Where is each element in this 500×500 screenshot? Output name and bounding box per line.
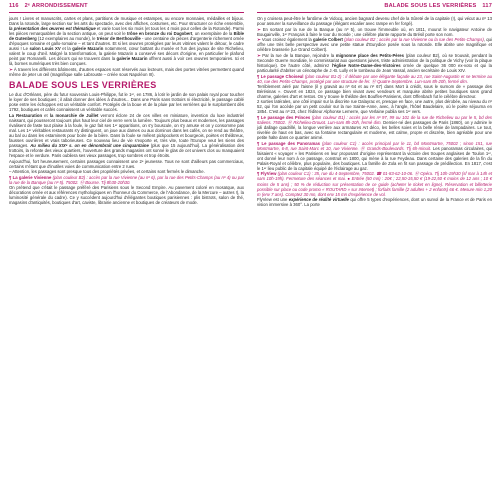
page-number: 117 bbox=[482, 3, 492, 9]
paragraph: 2 sorties latérales, une côté impair sur la discrète rue Dalayrac et, presque en face, une autre, plus dérobée, au niveau du nº 52, qui l'on accède par un petit couloir sur la rue Sainte-Anne, avec, à l'angle, l'hôtel Baudelaire, où le poète séjourna en 1854. C'est au nº 23, chez l'éditeur Alphonse Lemerre, que Verlaine publia ses 1ᵉʳ vers. bbox=[257, 99, 492, 115]
paragraph: ¶ Le passage des Panoramas (plan couleur C1) : accès principal par le 11, bd Montmartre, 75002 ; sinon 151, rue Montmartre, 6-8, rue Saint-Marc et 10, rue Vivienne. Ⓜ Grands-Boulevards. Tlj 6h-minuit. Les panoramas circulaires, qui faisaient « voyager » les Parisiens en leur proposant d'origine représentant la victoire des troupes anglaises de Toulon 1ᵉʳ, ont donné leur nom à ce passage, construit en 1800, qui mène à la rue Feydeau. Dans certaine des galeries de la fin du Palais-Royal et célèbre, plus populaire, des boutiques. La famille de Zola en fit son passage de prédilection. En 1817, c'est le 1ᵉʳ lieu public de la capitale équipé de l'éclairage au gaz. bbox=[257, 140, 492, 171]
arrow-icon: ➢ bbox=[257, 26, 263, 32]
pilcrow-marker-icon: ¶ bbox=[257, 140, 262, 146]
left-body bbox=[9, 16, 244, 205]
section-label: 2ᵉ ARRONDISSEMENT bbox=[24, 3, 88, 9]
paragraph: ¶ FlyView (plan couleur C1) : 35, rue du 4-Septembre, 75002. ☎ 01-83-62-10-06. Ⓜ Opéra. Tlj 10h-19h30 (sf mar à 14h et sam 10h-19h). Fermeture des séances et mai. ● Entrée (50 mn) : 20€ ; 22,50-15,50 € (19-22,50 € moins de 12 ans ; 10 € moins de 5 ans) ; 50 % de réduction sur présentation de ce guide (acheter le ticket en ligne). Réservation et billetterie possible sur place ou code promo « ROUTARD » sur Internet) ; forfaits famille (2 adultes + 2 enfants) 66 €. Mesure min 1,20 m (env 7 ans). Comptez 30 mn, dont env 15 mn d'expérience de vol. FlyView est une expérience de réalité virtuelle qui offre 5 types d'expériences, dont un survol de la France et de Paris en vision immersive à 360°. La porte bbox=[257, 171, 493, 207]
pilcrow-marker-icon: ¶ bbox=[257, 171, 261, 177]
place-title: La galerie Vivienne bbox=[12, 174, 52, 180]
paragraph: La Restauration et la monarchie de Juillet verront éclore 24 de ces villes en miniature, invention du luxe industriel naissant, qui pousseront toujours plus haut leur ciel de verre vers la lumière. Toujours plus beaux et modernes, les passages rivalisent de faste tout plaise à la foule, le gaz fait ses 1ᵉʳ apparitions, on s'y bouscule, on s'y amuse et on y consomme pas mal. Les 1ᵉʳ véritables restaurants s'y distinguent, on joue aux dames ou aux dominos dans les cafés, on se rend au théâtre, au bal ou dans les estaminets pour boire de la bière. Dans la foule se mêlent pickpockets et bourgeois, poètes et théâtreux, fausses ouvrières et vrais taborieuses. Ce nouveau lieu de vie s'exporte et, très vite, toute l'Europe veut les siens des passages. Au milieu du XIXᵉ s. on en dénombrait une cinquantaine (plus que 15 aujourd'hui). La généralisation des trottoirs, la refonte des vieux quartiers, l'ouverture des grands magasins ont sonné le glas de cet univers clos ou manquaient l'espace et le verdure. Paris oubliera ses vieux passages, trop sombres et trop étroits. bbox=[9, 112, 244, 159]
right-page-header bbox=[257, 0, 492, 13]
paragraph: Le duc d'Orléans, père du futur souverain Louis-Philippe, fut le 1ᵉʳ, en 1786, à lotir le jardin de son palais royal pour toucher le loyer de ses boutiques ; il allait donner des idées à d'autres... Dans une Paris sans trottoirs ni électricité, le passage cablé pose entre les échoppes est un véritable confort. Protégés de la boue et de la pluie par les verrières qui le surplombent dès 1792, boutiques et cafés connaissent un véritable succès. bbox=[9, 92, 244, 113]
paragraph: ➢ En sortant par la rue de la Banque (au nº 5), on trouve l'immeuble où, en 1811, mourut le navigateur Antoine de Bougainville, 1ᵉʳ Français à faire le tour du monde ; une célèbre plante rapporte du Brésil porte son nom. bbox=[257, 26, 492, 37]
paragraph: ➢ Vous croisez également la galerie Colbert (plan couleur B2 ; accès par la rue Vivienne ou la rue des Petits-Champs), qui offre une très belle perspective avec une petite statue d'Eurydice posée sous la rotonde. Elle abrite une magnifique et célèbre brasserie (Le Grand Colbert). bbox=[257, 37, 492, 53]
pilcrow-marker-icon: ¶ bbox=[257, 73, 261, 79]
place-title: Le passage des Panoramas bbox=[261, 140, 320, 146]
arrow-icon: ➢ bbox=[257, 37, 262, 43]
pilcrow-marker-icon: ¶ bbox=[9, 174, 13, 180]
place-title: Le passage Choiseul bbox=[260, 73, 304, 79]
place-title: FlyView bbox=[260, 171, 277, 177]
paragraph: ➢ À travers les différents bâtiments, d'autres espaces sont réservés aux lecteurs, mais des portes vitrées permettent quand même de jeter un œil (magnifique salle Labrouste – créée sous Napoléon III). bbox=[9, 66, 244, 78]
section-label: BALADE SOUS LES VERRIÈRES bbox=[384, 3, 477, 9]
paragraph: ¶ Le passage Choiseul (plan couleur B1-2) : il débute par une élégante façade au 23, rue Saint-Augustin et se termine au 40, rue des Petits-Champs, protégé par une structure de fer. Ⓜ Quatre-Septembre. Lun-sam 8h-20h, fermé dim. Terriblement aéré par l'aisne (il y gravait au nº 64 et au nº 67) dans Mort à crédit, sous le surnom de « passage des Bérésinas ». Ouvert en 1824, ce passage bien vivant avec vendeurs et marquise abrite petites boutiques sans grand charme, galeries d'art et restos. On y trouve le théâtre des Bouffes-Parisiens, dont Offenbach fut le célèbre directeur. bbox=[257, 73, 493, 99]
paragraph: ¶ Le passage des Princes (plan couleur B1) : accès par les nº 97, 99 ou 101 de la rue de Richelieu ou par le 5, bd des Italiens. 75002. Ⓜ Richelieu-Drouot. Lun-sam 8h-20h, fermé dim. Dernier-né des passages de Paris (1860), on y admire le joli dallage quadrillé, la longue verrière aux armatures Art déco, les belles soies et la belle rénie de lampadaires. Le tout, nivelée de haut en bas, avec sa fontaine rectangulaire et moderne, est calme, propre et discrète, bien agréable pour une petite halte dans ce quartier animé. bbox=[257, 114, 492, 141]
paragraph: Aujourd'hui, fort heureusement, certains passages connaissent une 2ᵉ jeunesse. Tous ne sont d'ailleurs pas commerciaux, certains n'étant que d'inutiles voies de communication entre 2 rues. bbox=[9, 158, 244, 169]
right-body bbox=[257, 16, 492, 207]
paragraph: ➢ Par la rue de la Banque, rejoindre la mignonne place des Petits-Pères (plan couleur B2), où se trouvait, pendant la Seconde Guerre mondiale, le commissariat aux questions juives, triste administration de la politique de Vichy (voir la plaque historique). De l'autre côté, admirez l'église Notre-Dame-des-Victoires ornée de quelque 36 000 ex-voto et qui la particularité d'abriter un cénotaphe de J.-B. Lully et le tombeau de Jean Vassal, ancien secrétaire de Louis XIV. bbox=[257, 52, 492, 73]
pilcrow-marker-icon: ¶ bbox=[257, 114, 261, 120]
arrow-icon: ➢ bbox=[257, 52, 263, 58]
paragraph: ¶ La galerie Vivienne (plan couleur B2) : accès par la rue Vivienne (au nº 6), par la rue des Petits-Champs (au nº 4) ou par la rue de la Banque (au nº 5). 75002. Ⓜ Bourse. Tlj 8h30-20h30. On prétend que c'était le passage préféré des Parisiens sous le Second Empire. Au pavement coloré en mosaïque, aux décorations ornée et aux références mythologiques en l'honneur du Commerce, de l'Abondance, de la Mercure – autres !), la luminosité générale du cadre). Ce y succèdent aujourd'hui d'élégantes boutiques parisiennes : plis bistrots, salon de thé, magasins d'antiquités, boutiques d'art, caviste, librairie ancienne et boutiques de créateurs de mode. bbox=[9, 174, 245, 206]
paragraph: – Attention, les passages sont presque tous des propriétés privées, et certains sont fermés le dimanche. bbox=[9, 169, 205, 175]
paragraph: jours ! Livres et manuscrits, cartes et plans, partitions de musique et estampes, ou encore monnaies, médailles et bijoux. Dans la rotonde, large section sur les arts du spectacle, avec des affiches, costumes, etc. Pour structurer ce riche ensemble, la présentation des œuvres est thématique et varie tous les six mois (et tous les 4 mois pour celles de la Rotonde). Parmi les pièces remarquables de la section antique, on peut voir le trône en bronze du roi Dagobert, un exemplaire de la Bible de Gutenberg (12 exemplaires au monde), le trésor de Berthouville - une centaine de pièces d'argenterie richement ornée d'époques romaine et gallo-romaine – et tant d'autres. Et si les œuvres protégées par leurs vitrines valent le détour, le cadre aussi ! Le salon Louis XV et la galerie Mazarin notamment, cœur battant du musée et l'un des joyaux de site Richelieu, valent le coup d'œil. Malgré la transformation, la galerie Mazarin a conservé ses décors d'origine, en particulier le plafond peint par Romanelli. Les décors qui se trouvent dans la galerie Mazarin offrent aussi à voir ces œuvres temporaires. Ici et là, bornes numériques très bien conçues. bbox=[9, 16, 245, 67]
paragraph: On y croisera peut-être le fantôme de Vidocq, ancien bagnard devenu chef de la Sûreté de la capitale (!), qui vécut au nº 13 pour assurer la surveillance du passage (élégant escalier avec rampe en fer forgé). bbox=[257, 16, 492, 27]
left-page-header bbox=[9, 0, 244, 13]
section-title: BALADE SOUS LES VERRIÈRES bbox=[9, 80, 157, 91]
right-page bbox=[250, 0, 500, 500]
page-number: 116 bbox=[9, 3, 19, 9]
arrow-icon: ➢ bbox=[9, 66, 14, 72]
place-title: Le passage des Princes bbox=[260, 114, 311, 120]
